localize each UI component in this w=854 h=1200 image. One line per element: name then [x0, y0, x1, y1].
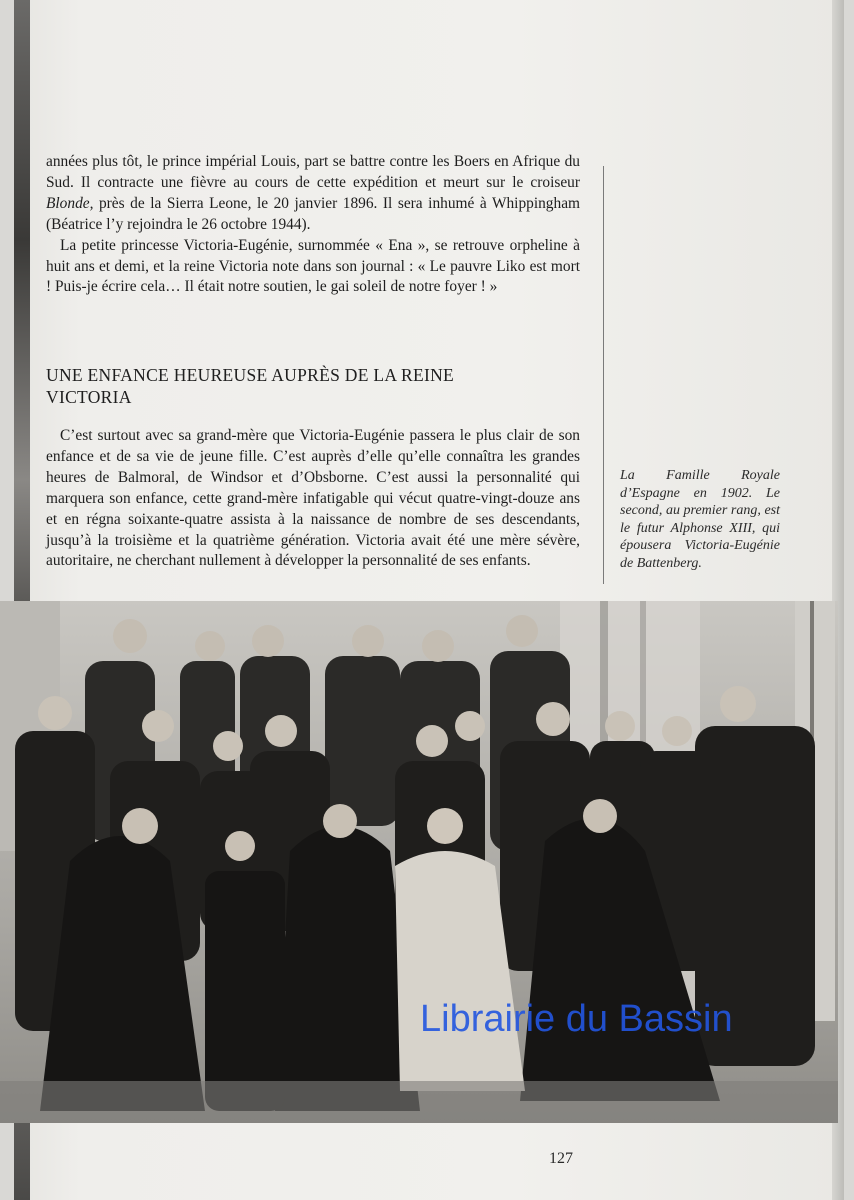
paragraph-1-part-1: années plus tôt, le prince impérial Louis, part se battre contre les Boers en Afrique du Sud. Il contracte une fièvre au cours de cette expédition et meurt sur le croiseur [46, 153, 580, 191]
paragraph-1-part-2: près de la Sierra Leone, le 20 janvier 1896. Il sera inhumé à Whippingham (Béatrice l’y rejoindra le 26 octobre 1944). [46, 194, 580, 233]
body-text-section [46, 426, 580, 572]
paragraph-2: La petite princesse Victoria-Eugénie, surnommée « Ena », se retrouve orpheline à huit ans et demi, et la reine Victoria note dans son journal : « Le pauvre Liko est mort ! Puis-je écrire cela… Il était notre soutien, le gai soleil de notre foyer ! » [46, 236, 580, 296]
group-photograph [0, 601, 838, 1123]
column-divider [603, 166, 604, 584]
section-heading-line-1: UNE ENFANCE HEUREUSE AUPRÈS DE LA REINE [46, 365, 455, 385]
watermark: Librairie du Bassin [420, 998, 733, 1040]
section-heading [46, 364, 566, 408]
ship-name: Blonde, [46, 194, 94, 212]
body-text-top [46, 152, 580, 298]
photo-illustration [0, 601, 838, 1123]
paragraph-1 [46, 152, 580, 236]
section-heading-line-2: VICTORIA [46, 387, 132, 407]
paragraph-3: C’est surtout avec sa grand-mère que Victoria-Eugénie passera le plus clair de son enfance et de sa vie de jeune fille. C’est auprès d’elle qu’elle connaîtra les grandes heures de Balmoral, de Windsor et d’Obsborne. C’est aussi la personnalité qui marquera son enfance, cette grand-mère infatigable qui vécut quatre-vingt-douze ans et en régna soixante-quatre assista à la naissance de nombre de ses descendants, jusqu’à la troisième et la quatrième génération. Victoria avait été une mère sévère, autoritaire, ne cherchant nullement à développer la personnalité de ses enfants. [46, 427, 580, 570]
photo-caption: La Famille Royale d’Espagne en 1902. Le second, au premier rang, est le futur Alphonse XIII, qui épousera Victoria-Eugénie de Battenberg. [620, 468, 780, 571]
page-number: 127 [549, 1150, 573, 1167]
